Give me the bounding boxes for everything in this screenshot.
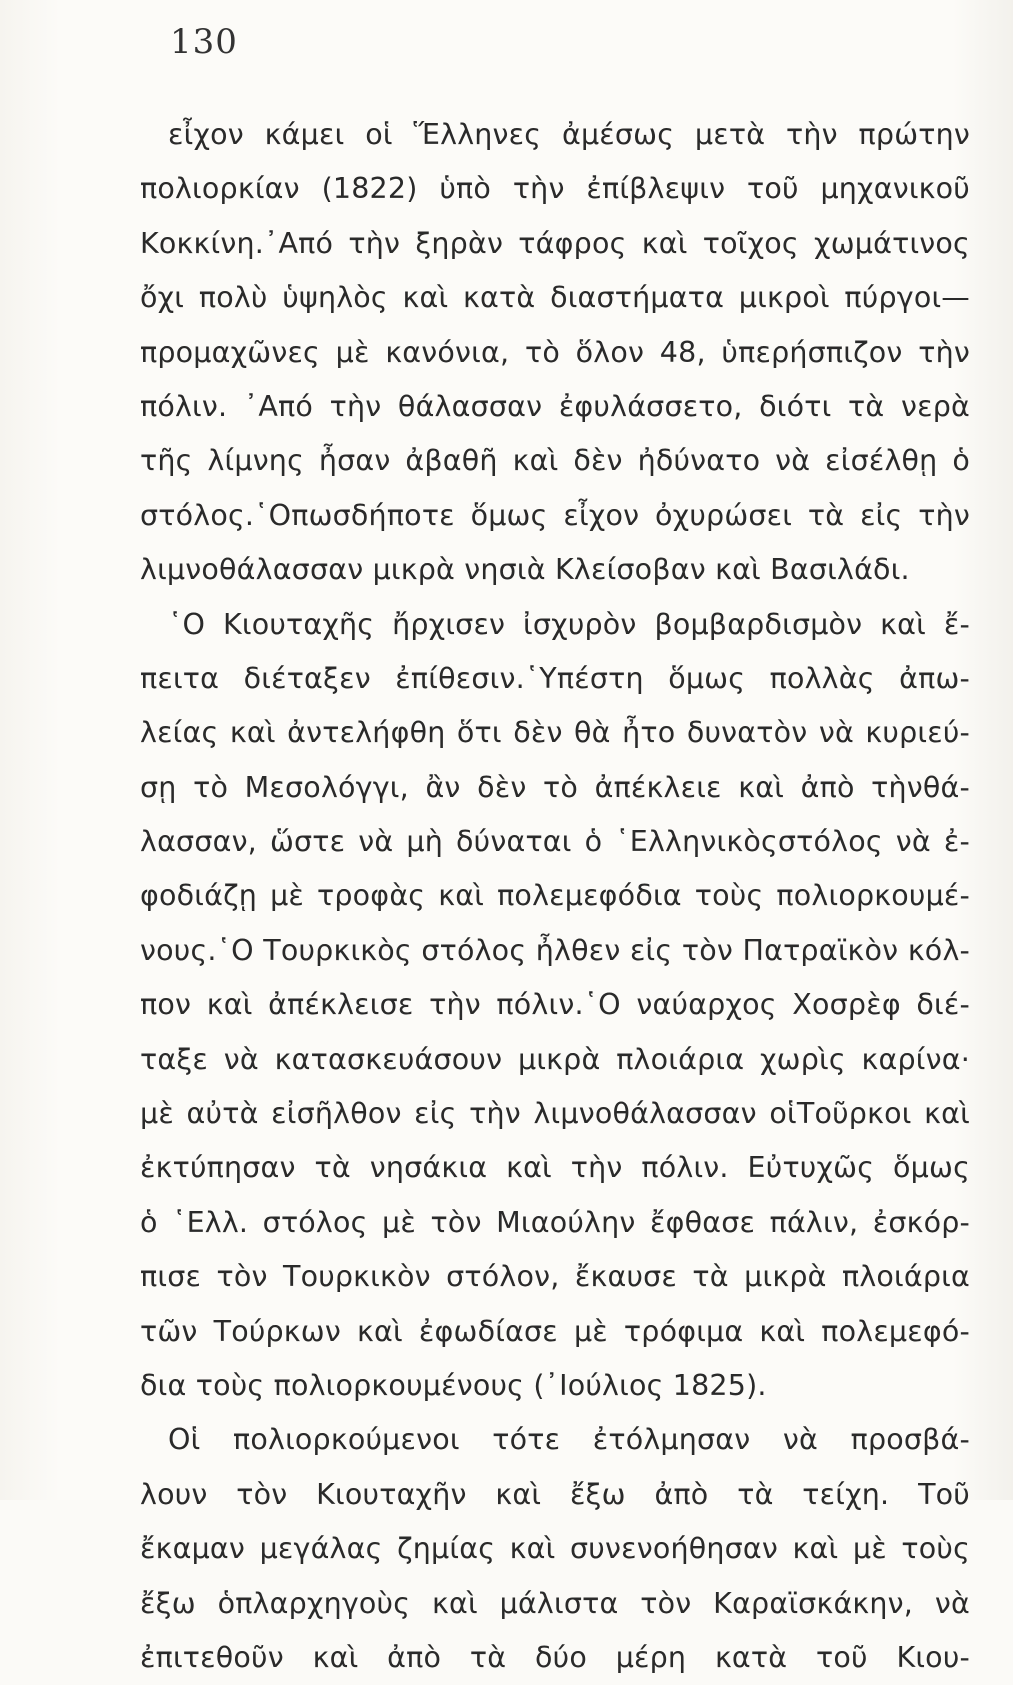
text-line: τῆς λίμνης ἦσαν ἀβαθῆ καὶ δὲν ἠδύνατο νὰ εἰσέλθῃ ὁ: [140, 444, 970, 478]
text-line: δια τοὺς πολιορκουμένους (᾽Ιούλιος 1825).: [140, 1368, 767, 1402]
text-line: λουν τὸν Κιουταχῆν καὶ ἔξω ἀπὸ τὰ τείχη. Τοῦ: [140, 1477, 970, 1511]
text-line: ὄχι πολὺ ὑψηλὸς καὶ κατὰ διαστήματα μικροὶ πύργοι—: [140, 281, 970, 315]
text-line: πον καὶ ἀπέκλεισε τὴν πόλιν.῾Ο ναύαρχος Χοσρὲφ διέ-: [140, 988, 970, 1022]
text-line: ἐκτύπησαν τὰ νησάκια καὶ τὴν πόλιν. Εὐτυχῶς ὅμως: [140, 1151, 970, 1185]
text-line: λιμνοθάλασσαν μικρὰ νησιὰ Κλείσοβαν καὶ Βασιλάδι.: [140, 553, 910, 587]
text-line: λείας καὶ ἀντελήφθη ὅτι δὲν θὰ ἦτο δυνατὸν νὰ κυριεύ-: [140, 716, 970, 750]
text-line: σῃ τὸ Μεσολόγγι, ἂν δὲν τὸ ἀπέκλειε καὶ ἀπὸ τὴνθά-: [140, 770, 970, 804]
text-line: ἔκαμαν μεγάλας ζημίας καὶ συνενοήθησαν καὶ μὲ τοὺς: [140, 1532, 970, 1566]
text-line: τῶν Τούρκων καὶ ἐφωδίασε μὲ τρόφιμα καὶ πολεμεφό-: [140, 1314, 970, 1348]
text-line: στόλος.῾Οπωσδήποτε ὅμως εἶχον ὀχυρώσει τὰ εἰς τὴν: [140, 498, 970, 532]
text-line: προμαχῶνες μὲ κανόνια, τὸ ὅλον 48, ὑπερήσπιζον τὴν: [140, 335, 970, 369]
text-line: πόλιν. ᾽Από τὴν θάλασσαν ἐφυλάσσετο, διότι τὰ νερὰ: [140, 389, 970, 423]
text-line: πισε τὸν Τουρκικὸν στόλον, ἔκαυσε τὰ μικρὰ πλοιάρια: [140, 1260, 970, 1294]
text-line: νους.῾Ο Τουρκικὸς στόλος ἦλθεν εἰς τὸν Πατραϊκὸν κόλ-: [140, 933, 970, 967]
text-line: ἐπιτεθοῦν καὶ ἀπὸ τὰ δύο μέρη κατὰ τοῦ Κιου-: [140, 1640, 970, 1674]
text-line: λασσαν, ὥστε νὰ μὴ δύναται ὁ ῾Ελληνικὸςστόλος νὰ ἐ-: [140, 825, 970, 859]
text-line: μὲ αὐτὰ εἰσῆλθον εἰς τὴν λιμνοθάλασσαν οἱΤοῦρκοι καὶ: [140, 1097, 970, 1131]
page-number: 130: [170, 22, 238, 62]
text-line: ὁ ῾Ελλ. στόλος μὲ τὸν Μιαούλην ἔφθασε πάλιν, ἐσκόρ-: [140, 1205, 970, 1239]
text-line: ταξε νὰ κατασκευάσουν μικρὰ πλοιάρια χωρὶς καρίνα·: [140, 1042, 970, 1076]
text-line: ῾Ο Κιουταχῆς ἤρχισεν ἰσχυρὸν βομβαρδισμὸν καὶ ἔ-: [168, 607, 970, 641]
text-line: πολιορκίαν (1822) ὑπὸ τὴν ἐπίβλεψιν τοῦ μηχανικοῦ: [140, 172, 970, 206]
text-line: ἔξω ὁπλαρχηγοὺς καὶ μάλιστα τὸν Καραϊσκάκην, νὰ: [140, 1586, 970, 1620]
text-line: Οἱ πολιορκούμενοι τότε ἐτόλμησαν νὰ προσβά-: [168, 1423, 970, 1457]
text-line: Κοκκίνη.᾽Από τὴν ξηρὰν τάφρος καὶ τοῖχος χωμάτινος: [140, 226, 970, 260]
text-line: πειτα διέταξεν ἐπίθεσιν.῾Υπέστη ὅμως πολλὰς ἀπω-: [140, 661, 970, 695]
text-line: φοδιάζῃ μὲ τροφὰς καὶ πολεμεφόδια τοὺς πολιορκουμέ-: [140, 879, 970, 913]
text-line: εἶχον κάμει οἱ Ἕλληνες ἀμέσως μετὰ τὴν πρώτην: [168, 118, 970, 151]
body-text: [140, 108, 970, 1685]
